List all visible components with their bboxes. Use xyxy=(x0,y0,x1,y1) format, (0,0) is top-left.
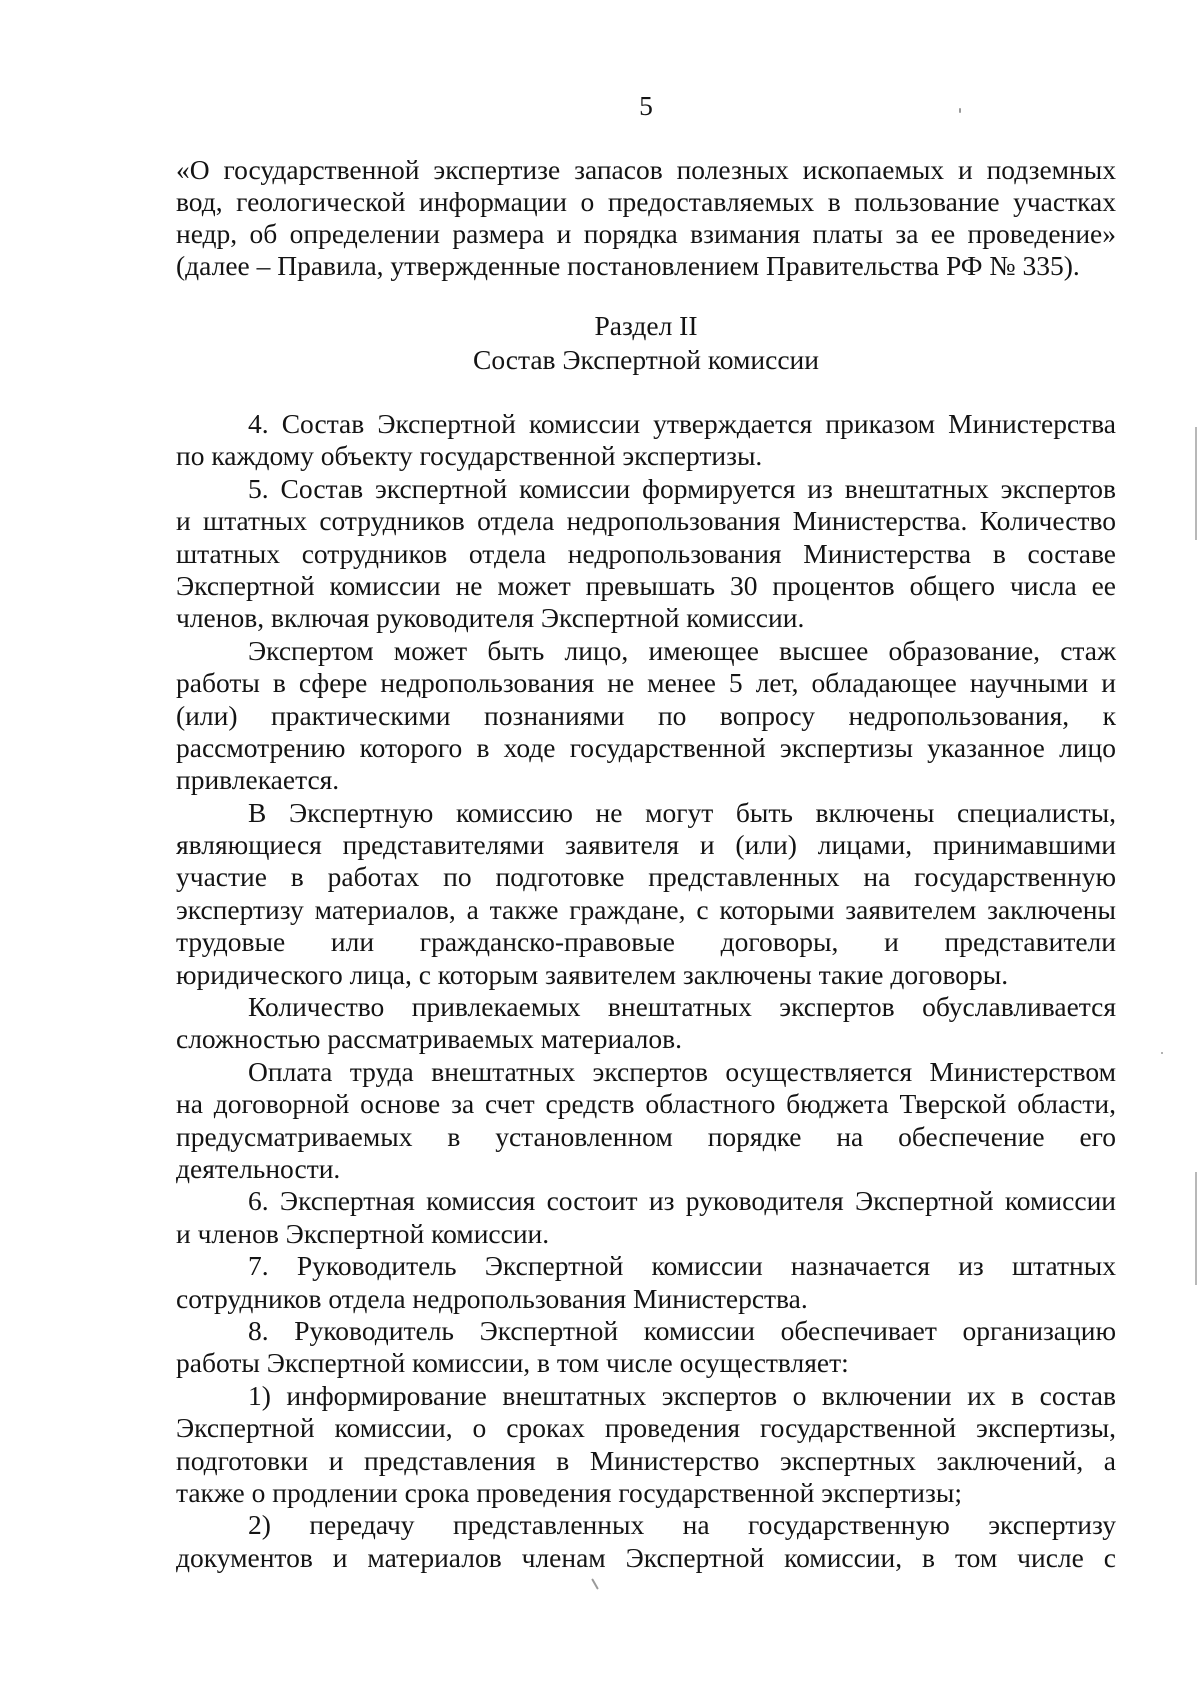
text-line: недр, об определении размера и порядка взимания платы за ее проведение» xyxy=(176,218,1116,249)
paragraph-8 xyxy=(176,1315,1116,1380)
scan-edge-mark xyxy=(1195,1172,1197,1285)
text-line: также о продлении срока проведения государственной экспертизы; xyxy=(176,1476,962,1508)
text-line: членов, включая руководителя Экспертной комиссии. xyxy=(176,602,805,634)
paragraph-6 xyxy=(176,1185,1116,1250)
paragraph-exclusions xyxy=(176,797,1116,991)
text-line: Экспертной комиссии не может превышать 30 процентов общего числа ее xyxy=(176,569,1116,601)
paragraph-payment xyxy=(176,1056,1116,1186)
text-line: по каждому объекту государственной экспертизы. xyxy=(176,440,763,472)
paragraph-expert-count xyxy=(176,991,1116,1056)
text-line: В Экспертную комиссию не могут быть включены специалисты, xyxy=(248,796,1116,828)
list-item-2 xyxy=(176,1509,1116,1574)
text-line: штатных сотрудников отдела недропользования Министерства в составе xyxy=(176,537,1116,569)
text-line: участие в работах по подготовке представленных на государственную xyxy=(176,861,1116,893)
scan-speck xyxy=(591,1578,599,1589)
text-line: документов и материалов членам Экспертной комиссии, в том числе с xyxy=(176,1541,1116,1573)
paragraph-expert-requirements xyxy=(176,635,1116,797)
text-line: работы Экспертной комиссии, в том числе осуществляет: xyxy=(176,1347,849,1379)
section-label: Раздел II xyxy=(594,310,698,341)
text-line: 5. Состав экспертной комиссии формируется из внештатных экспертов xyxy=(248,472,1116,504)
page-number: 5 xyxy=(639,90,653,121)
text-line: привлекается. xyxy=(176,764,340,796)
text-line: юридического лица, с которым заявителем заключены такие договоры. xyxy=(176,958,1009,990)
text-line: трудовые или гражданско-правовые договоры, и представители xyxy=(176,926,1116,958)
scan-speck xyxy=(959,108,961,113)
text-line: 8. Руководитель Экспертной комиссии обеспечивает организацию xyxy=(248,1314,1116,1346)
text-line: Оплата труда внештатных экспертов осуществляется Министерством xyxy=(248,1055,1116,1087)
text-line: Количество привлекаемых внештатных экспертов обуславливается xyxy=(248,991,1116,1023)
text-line: подготовки и представления в Министерство экспертных заключений, а xyxy=(176,1444,1116,1476)
text-line: Экспертной комиссии, о сроках проведения государственной экспертизы, xyxy=(176,1412,1116,1444)
text-line: и штатных сотрудников отдела недропользования Министерства. Количество xyxy=(176,505,1116,537)
text-line: деятельности. xyxy=(176,1152,341,1184)
text-line: вод, геологической информации о предоставляемых в пользование участках xyxy=(176,186,1116,217)
text-line: 7. Руководитель Экспертной комиссии назначается из штатных xyxy=(248,1250,1116,1282)
section-body xyxy=(176,408,1116,1574)
text-line: экспертизу материалов, а также граждане, с которыми заявителем заключены xyxy=(176,893,1116,925)
scan-speck xyxy=(1161,1052,1163,1054)
list-item-1 xyxy=(176,1380,1116,1510)
text-line: предусматриваемых в установленном порядке на обеспечение его xyxy=(176,1120,1116,1152)
paragraph-7 xyxy=(176,1250,1116,1315)
text-line: «О государственной экспертизе запасов полезных ископаемых и подземных xyxy=(176,154,1116,185)
text-line: являющиеся представителями заявителя и (или) лицами, принимавшими xyxy=(176,829,1116,861)
text-line: (или) практическими познаниями по вопросу недропользования, к xyxy=(176,699,1116,731)
text-line: 6. Экспертная комиссия состоит из руководителя Экспертной комиссии xyxy=(248,1185,1116,1217)
text-line: сложностью рассматриваемых материалов. xyxy=(176,1023,682,1055)
intro-paragraph xyxy=(176,154,1116,282)
paragraph-5 xyxy=(176,473,1116,635)
text-line: сотрудников отдела недропользования Министерства. xyxy=(176,1282,808,1314)
scan-edge-mark xyxy=(1195,427,1197,540)
text-line: Экспертом может быть лицо, имеющее высшее образование, стаж xyxy=(248,634,1116,666)
section-title: Состав Экспертной комиссии xyxy=(473,344,819,375)
text-line: 4. Состав Экспертной комиссии утверждается приказом Министерства xyxy=(248,408,1116,439)
text-line: 2) передачу представленных на государственную экспертизу xyxy=(248,1509,1116,1541)
text-line: и членов Экспертной комиссии. xyxy=(176,1217,550,1249)
text-line: на договорной основе за счет средств областного бюджета Тверской области, xyxy=(176,1088,1116,1120)
paragraph-4 xyxy=(176,408,1116,473)
text-line: работы в сфере недропользования не менее 5 лет, обладающее научными и xyxy=(176,667,1116,699)
text-line: рассмотрению которого в ходе государственной экспертизы указанное лицо xyxy=(176,731,1116,763)
section-heading xyxy=(176,309,1116,377)
text-line: 1) информирование внештатных экспертов о включении их в состав xyxy=(248,1379,1116,1411)
text-line: (далее – Правила, утвержденные постановлением Правительства РФ № 335). xyxy=(176,250,1080,281)
